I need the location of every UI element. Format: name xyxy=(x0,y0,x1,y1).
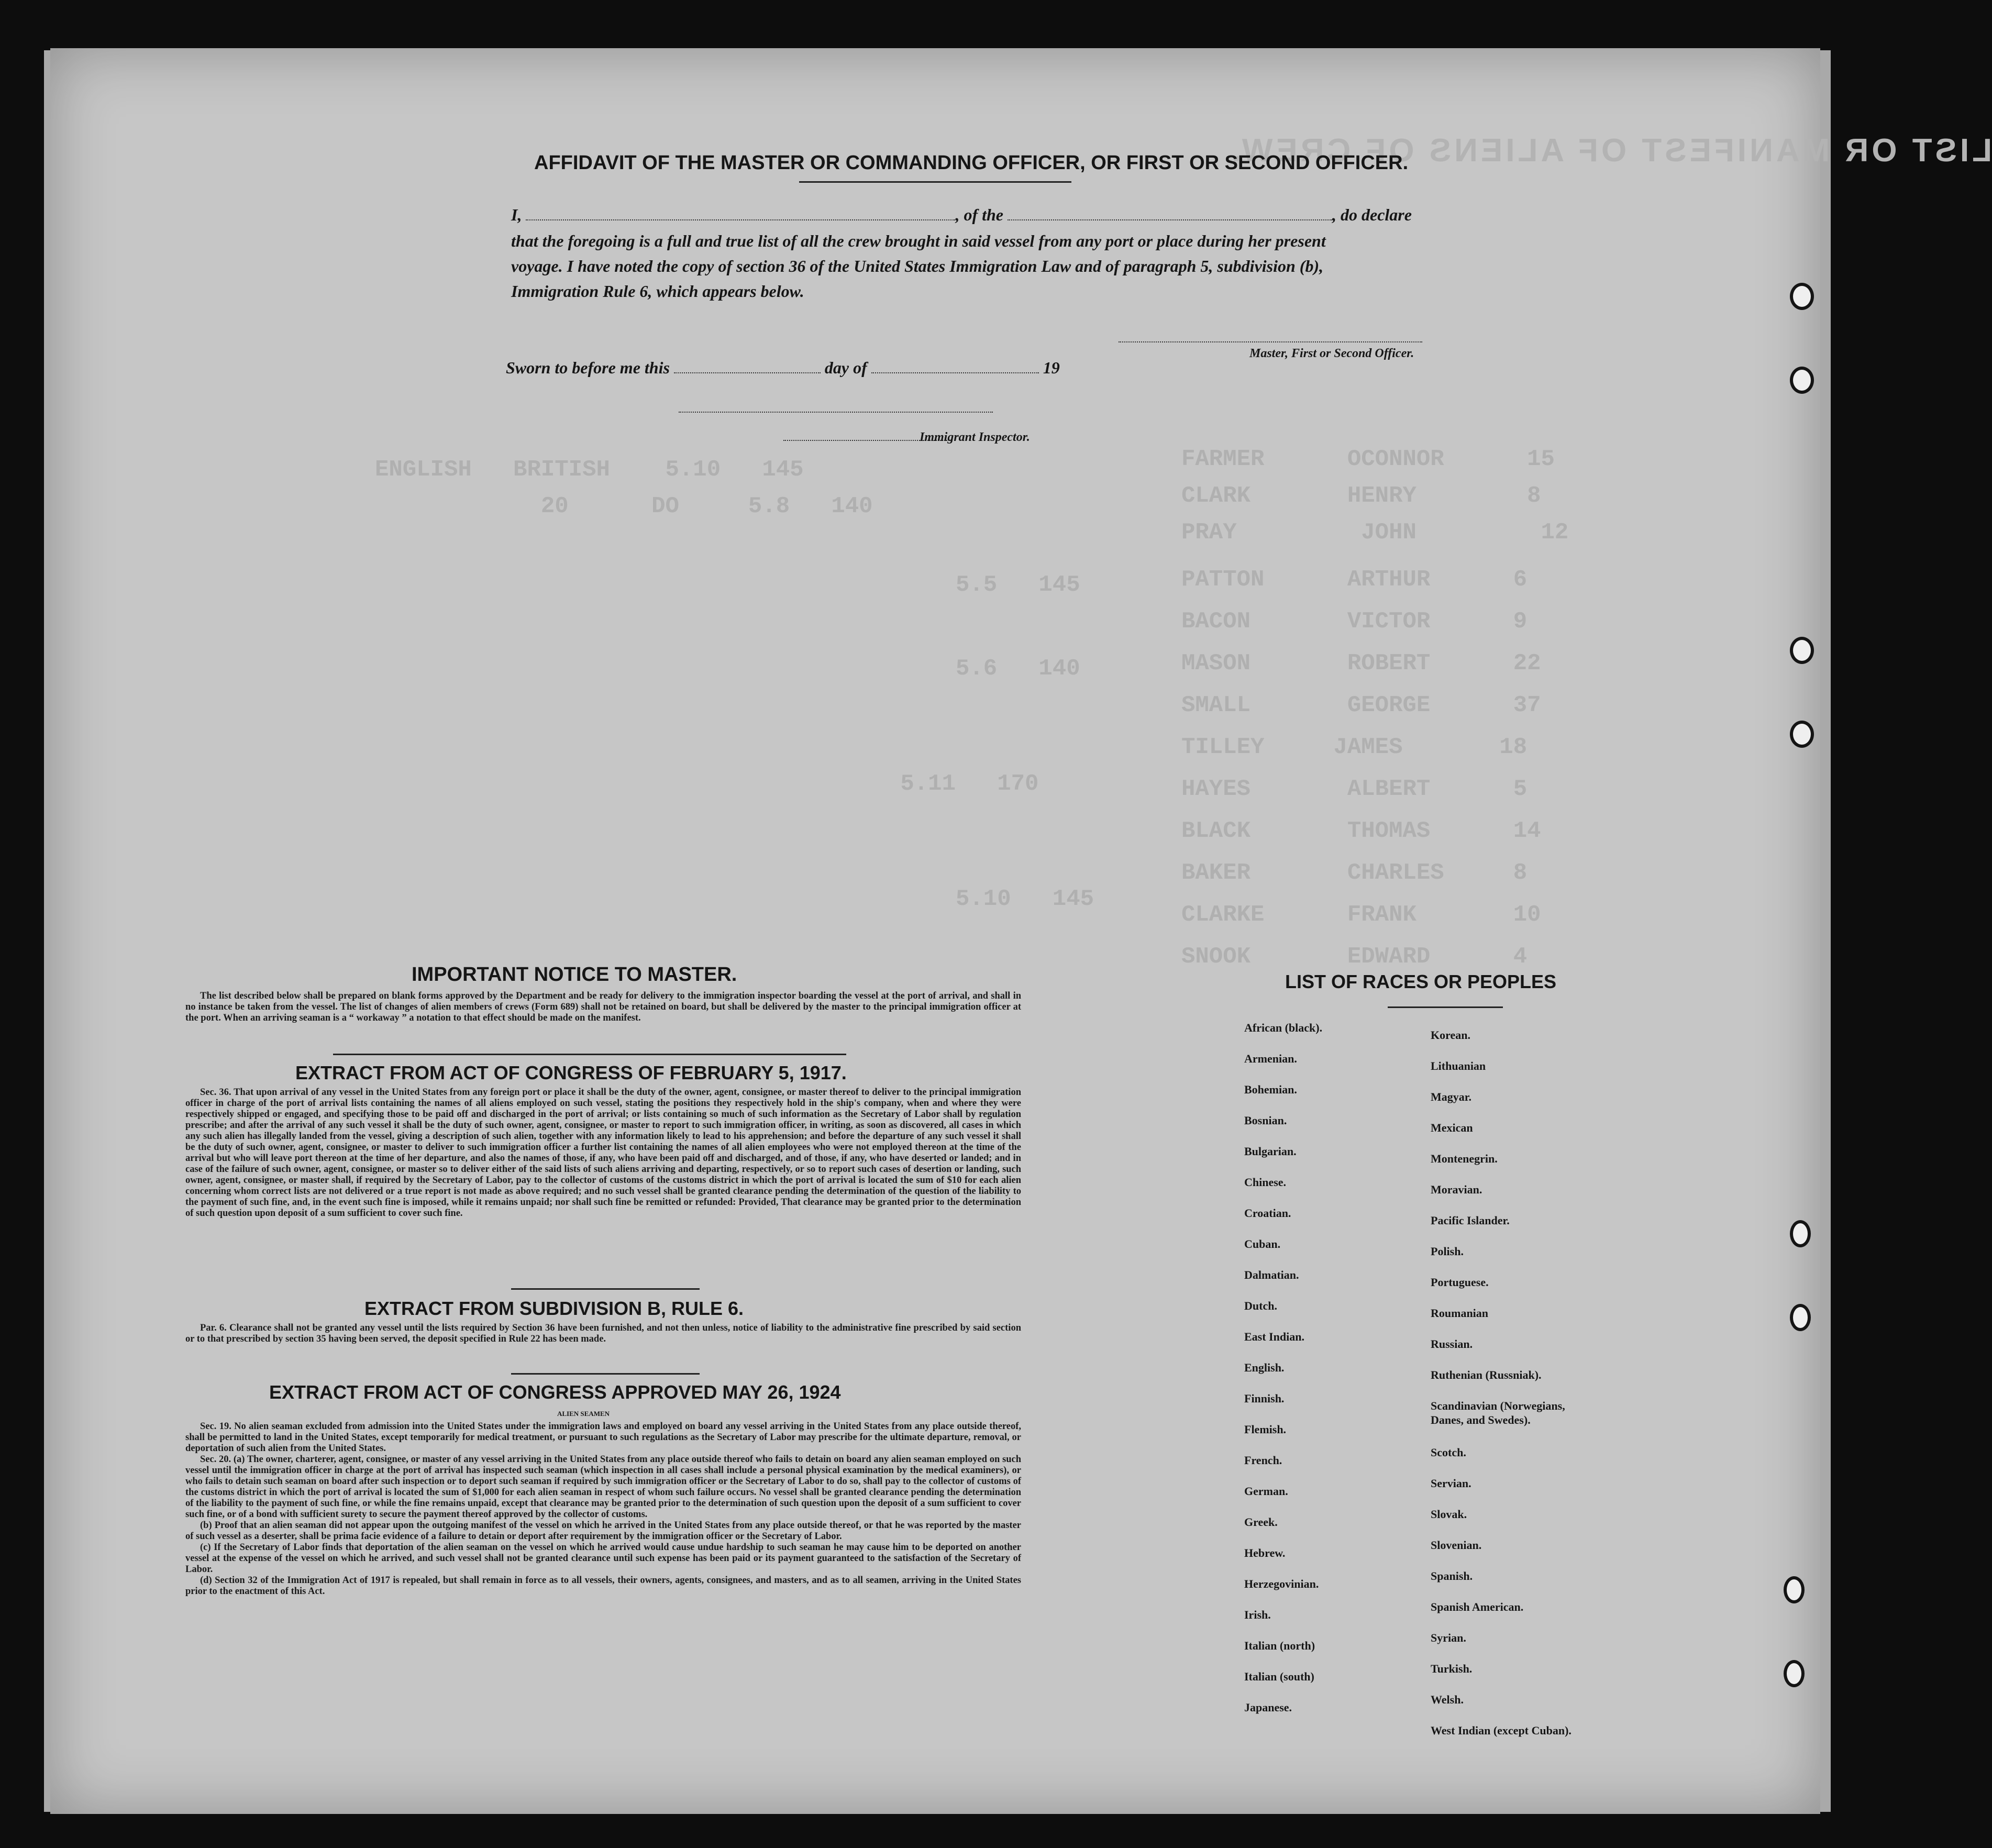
race-item: Mexican xyxy=(1431,1121,1473,1134)
bleed-through-row: 5.10 145 xyxy=(375,886,1094,912)
binder-hole xyxy=(1790,637,1814,664)
extract-1917-paragraph: Sec. 36. That upon arrival of any vessel in the United States from any foreign port or place it shall be the duty of the owner, agent, consignee, or master thereof to deliver to the principal immigration officer in charge of the port of arrival lists containing the names of all aliens employed on such vessel, stating the positions they respectively hold in the ship's company, when and where they were respectively shipped or engaged, and specifying those to be paid off and discharged in the port of arrival; or lists containing so much of such information as the Secretary of Labor shall by regulation prescribe; and after the arrival of any such vessel it shall be the duty of such owner, agent, consignee, or master to report to such immigration officer, in writing, as soon as discovered, all cases in which any such alien has illegally landed from the vessel, giving a description of such alien, together with any information likely to lead to his apprehension; and before the departure of any such vessel it shall be the duty of such owner, agent, consignee, or master to deliver to such immigration officer a further list containing the names of all alien employees who were not employed thereon at the time of the arrival but who will leave port thereon at the time of her departure, and also the names of those, if any, who have been paid off and discharged, and of those, if any, who have deserted or landed; and in case of the failure of such owner, agent, consignee, or master so to deliver either of the said lists of such aliens arriving and departing, respectively, or so to report such cases of desertion or landing, such owner, agent, consignee, or master shall, if required by the Secretary of Labor, pay to the collector of customs of the customs district in which the port of arrival is located the sum of $10 for each alien concerning whom correct lists are not delivered or a true report is not made as above required; and no such vessel shall be granted clearance pending the determination of the question of the liability to the payment of such fine, and, in the event such fine is imposed, while it remains unpaid; nor shall such fine be remitted or refunded: Provided, That clearance may be granted prior to the determination of such question upon deposit of a sum sufficient to cover such fine. xyxy=(185,1087,1021,1219)
race-item: Italian (north) xyxy=(1244,1639,1315,1652)
bleed-through-row: ENGLISH BRITISH 5.10 145 xyxy=(375,457,804,483)
bleed-through-row: SMALL GEORGE 37 xyxy=(1181,692,1541,718)
races-title-rule xyxy=(1388,1006,1503,1008)
race-item: Scotch. xyxy=(1431,1446,1466,1459)
race-item: Polish. xyxy=(1431,1245,1464,1258)
race-item: Spanish American. xyxy=(1431,1600,1524,1613)
extract-1924-title: EXTRACT FROM ACT OF CONGRESS APPROVED MAY 26, 1924 xyxy=(269,1381,841,1403)
inspector-signature-top-line[interactable] xyxy=(679,412,993,413)
bleed-through-row: TILLEY JAMES 18 xyxy=(1181,734,1528,760)
race-item: Roumanian xyxy=(1431,1307,1489,1320)
race-item: West Indian (except Cuban). xyxy=(1431,1724,1572,1737)
year-prefix-label: 19 xyxy=(1043,358,1060,377)
race-item: English. xyxy=(1244,1361,1285,1374)
race-item: Greek. xyxy=(1244,1515,1278,1529)
race-item: Dutch. xyxy=(1244,1299,1277,1312)
section-rule xyxy=(333,1054,846,1055)
extract-1917-title: EXTRACT FROM ACT OF CONGRESS OF FEBRUARY 5, 1917. xyxy=(295,1062,847,1083)
race-item: Chinese. xyxy=(1244,1176,1287,1189)
race-item: French. xyxy=(1244,1454,1282,1467)
race-item: Montenegrin. xyxy=(1431,1152,1498,1165)
race-item: Russian. xyxy=(1431,1337,1473,1351)
affidavit-line-3: voyage. I have noted the copy of section 36 of the United States Immigration Law and of paragraph 5, subdivision (b), xyxy=(511,257,1324,275)
race-item: Slovak. xyxy=(1431,1508,1467,1521)
bleed-through-row: MASON ROBERT 22 xyxy=(1181,650,1541,677)
binder-hole xyxy=(1790,1220,1811,1247)
race-item: Korean. xyxy=(1431,1028,1470,1042)
section-rule xyxy=(511,1373,700,1375)
race-item: Spanish. xyxy=(1431,1569,1473,1583)
race-item: Armenian. xyxy=(1244,1052,1297,1065)
affidavit-line-2: that the foregoing is a full and true list of all the crew brought in said vessel from any port or place during her present xyxy=(511,231,1326,250)
bleed-through-row: BLACK THOMAS 14 xyxy=(1181,818,1541,844)
race-item: Magyar. xyxy=(1431,1090,1472,1103)
manifest-page xyxy=(50,48,1992,1814)
race-item: Ruthenian (Russniak). xyxy=(1431,1368,1542,1381)
binder-hole xyxy=(1790,1304,1811,1331)
bleed-through-row: CLARK HENRY 8 xyxy=(1181,483,1541,509)
bleed-through-row: BACON VICTOR 9 xyxy=(1181,608,1528,635)
race-item: Irish. xyxy=(1244,1608,1271,1621)
sworn-day-field[interactable] xyxy=(674,372,821,373)
bleed-through-row: 5.6 140 xyxy=(375,656,1080,682)
bleed-through-row: 20 DO 5.8 140 xyxy=(375,493,873,519)
race-item: Japanese. xyxy=(1244,1701,1292,1714)
race-item: Scandinavian (Norwegians, xyxy=(1431,1399,1565,1412)
vessel-name-field[interactable] xyxy=(1008,219,1332,220)
race-item: Italian (south) xyxy=(1244,1670,1314,1683)
extract-1917-body xyxy=(185,1087,1021,1219)
affidavit-title: AFFIDAVIT OF THE MASTER OR COMMANDING OFFICER, OR FIRST OR SECOND OFFICER. xyxy=(534,152,1409,174)
binder-hole xyxy=(1790,283,1814,310)
section-rule xyxy=(511,1288,700,1290)
master-signature-line[interactable] xyxy=(1119,341,1422,342)
bleed-through-row: 5.5 145 xyxy=(375,572,1080,598)
race-item: Cuban. xyxy=(1244,1237,1281,1251)
race-item: Syrian. xyxy=(1431,1631,1466,1644)
race-item: Bosnian. xyxy=(1244,1114,1287,1127)
extract-1924-paragraph: (b) Proof that an alien seaman did not appear upon the outgoing manifest of the vessel on which he arrived in the United States from any place outside thereof, or that he was reported by the master of such vessel as a deserter, shall be prima facie evidence of a failure to detain or deport after requirement by the immigration officer or the Secretary of Labor. xyxy=(185,1520,1021,1542)
notice-paragraph: The list described below shall be prepared on blank forms approved by the Department and be ready for delivery to the immigration inspector boarding the vessel at the port of arrival, and shall in no instance be taken from the vessel. The list of changes of alien members of crews (Form 689) shall not be retained on board, but shall be delivered by the master to the principal immigration officer at the port. When an arriving seaman is a “ workaway ” a notation to that effect should be made on the manifest. xyxy=(185,991,1021,1023)
notice-title: IMPORTANT NOTICE TO MASTER. xyxy=(412,964,737,986)
race-item: African (black). xyxy=(1244,1021,1323,1034)
sworn-line xyxy=(506,358,1060,378)
race-item: Herzegovinian. xyxy=(1244,1577,1319,1590)
race-item: Finnish. xyxy=(1244,1392,1285,1405)
binder-hole xyxy=(1790,367,1814,394)
race-item: Servian. xyxy=(1431,1477,1471,1490)
bleed-through-row: PRAY JOHN 12 xyxy=(1181,519,1569,546)
bleed-through-row: PATTON ARTHUR 6 xyxy=(1181,567,1528,593)
extract-1924-body xyxy=(185,1421,1021,1597)
sworn-label: Sworn to before me this xyxy=(506,358,670,377)
bleed-through-row: BAKER CHARLES 8 xyxy=(1181,860,1528,886)
race-item: Bulgarian. xyxy=(1244,1145,1297,1158)
race-item: Croatian. xyxy=(1244,1207,1291,1220)
extract-1924-paragraph: (c) If the Secretary of Labor finds that deportation of the alien seaman on the vessel on which he arrived would cause undue hardship to such seaman he may cause him to be deported on another vessel at the expense of the vessel on which he arrived, and such vessel shall not be granted clearance until such expense has been paid or its payment guaranteed to the satisfaction of the Secretary of Labor. xyxy=(185,1542,1021,1575)
affidavit-line-4: Immigration Rule 6, which appears below. xyxy=(511,282,804,301)
race-item: Turkish. xyxy=(1431,1662,1473,1675)
bleed-through-row: FARMER OCONNOR 15 xyxy=(1181,446,1555,472)
extract-rule6-body xyxy=(185,1323,1021,1345)
race-item: Flemish. xyxy=(1244,1423,1287,1436)
notice-body xyxy=(185,991,1021,1024)
extract-1924-subtitle: ALIEN SEAMEN xyxy=(557,1410,610,1418)
bleed-through-row: HAYES ALBERT 5 xyxy=(1181,776,1528,802)
binder-hole xyxy=(1790,721,1814,748)
race-item: Welsh. xyxy=(1431,1693,1464,1706)
race-item: German. xyxy=(1244,1485,1288,1498)
extract-rule6-title: EXTRACT FROM SUBDIVISION B, RULE 6. xyxy=(364,1298,744,1319)
race-item: Hebrew. xyxy=(1244,1546,1286,1559)
binder-hole xyxy=(1784,1660,1805,1687)
affidavit-declare-label: , do declare xyxy=(1332,205,1412,224)
bleed-through-row: 5.11 170 xyxy=(375,771,1039,797)
race-item: Moravian. xyxy=(1431,1183,1482,1196)
extract-1924-paragraph: Sec. 19. No alien seaman excluded from admission into the United States under the immigration laws and employed on board any vessel arriving in the United States from any place outside thereof, shall be permitted to land in the United States, except temporarily for medical treatment, or pursuant to such regulations as the Secretary of Labor may prescribe for the ultimate departure, removal, or deportation of such alien from the United States. xyxy=(185,1421,1021,1454)
bleed-through-row: CLARKE FRANK 10 xyxy=(1181,902,1541,928)
binder-hole xyxy=(1784,1576,1805,1603)
affidavit-line-1 xyxy=(511,205,1412,225)
race-item: Slovenian. xyxy=(1431,1539,1482,1552)
affidavit-title-rule xyxy=(799,181,1071,183)
affidavit-i-label: I, xyxy=(511,205,522,224)
race-item: Pacific Islander. xyxy=(1431,1214,1510,1227)
race-item: Dalmatian. xyxy=(1244,1268,1299,1281)
sworn-month-field[interactable] xyxy=(871,372,1039,373)
bleed-through-title: LIST OR MANIFEST OF ALIENS OF CREW. xyxy=(1229,132,1992,169)
affidavit-of-the-label: , of the xyxy=(955,205,1003,224)
extract-1924-paragraph: (d) Section 32 of the Immigration Act of 1917 is repealed, but shall remain in force as to all vessels, their owners, agents, consignees, and masters, and as to all seamen, arriving in the United States prior to the enactment of this Act. xyxy=(185,1575,1021,1597)
affiant-name-field[interactable] xyxy=(526,219,955,220)
race-item: East Indian. xyxy=(1244,1330,1304,1343)
race-item: Bohemian. xyxy=(1244,1083,1297,1096)
races-title: LIST OF RACES OR PEOPLES xyxy=(1285,971,1557,992)
race-item: Danes, and Swedes). xyxy=(1431,1413,1531,1426)
day-of-label: day of xyxy=(824,358,867,377)
race-item: Portuguese. xyxy=(1431,1276,1489,1289)
bleed-through-row: SNOOK EDWARD 4 xyxy=(1181,944,1528,970)
extract-1924-paragraph: Sec. 20. (a) The owner, charterer, agent, consignee, or master of any vessel arriving in the United States from any place outside thereof who fails to detain on board any alien seaman employed on such vessel until the immigration officer in charge at the port of arrival has inspected such seaman (which inspection in all cases shall include a personal physical examination by the medical examiners), or who fails to detain such seaman on board after such inspection or to deport such seaman if required by such immigration officer or the Secretary of Labor to do so, shall pay to the collector of customs of the customs district in which the port of arrival is located the sum of $1,000 for each alien seaman in respect of whom such failure occurs. No vessel shall be granted clearance pending the determination of the liability to the payment of such fine, or while the fine remains unpaid, except that clearance may be granted prior to the determination of such question upon the deposit of a sum sufficient to cover such fine, or of a bond with sufficient surety to secure the payment thereof approved by the collector of customs. xyxy=(185,1454,1021,1520)
race-item: Lithuanian xyxy=(1431,1059,1486,1072)
extract-rule6-paragraph: Par. 6. Clearance shall not be granted any vessel until the lists required by Section 36 have been furnished, and not then unless, notice of liability to the administrative fine prescribed by said section or to that prescribed by section 35 having been served, the deposit specified in Rule 22 has been made. xyxy=(185,1323,1021,1344)
inspector-label: Immigrant Inspector. xyxy=(920,430,1030,444)
master-signature-label: Master, First or Second Officer. xyxy=(1249,347,1414,360)
